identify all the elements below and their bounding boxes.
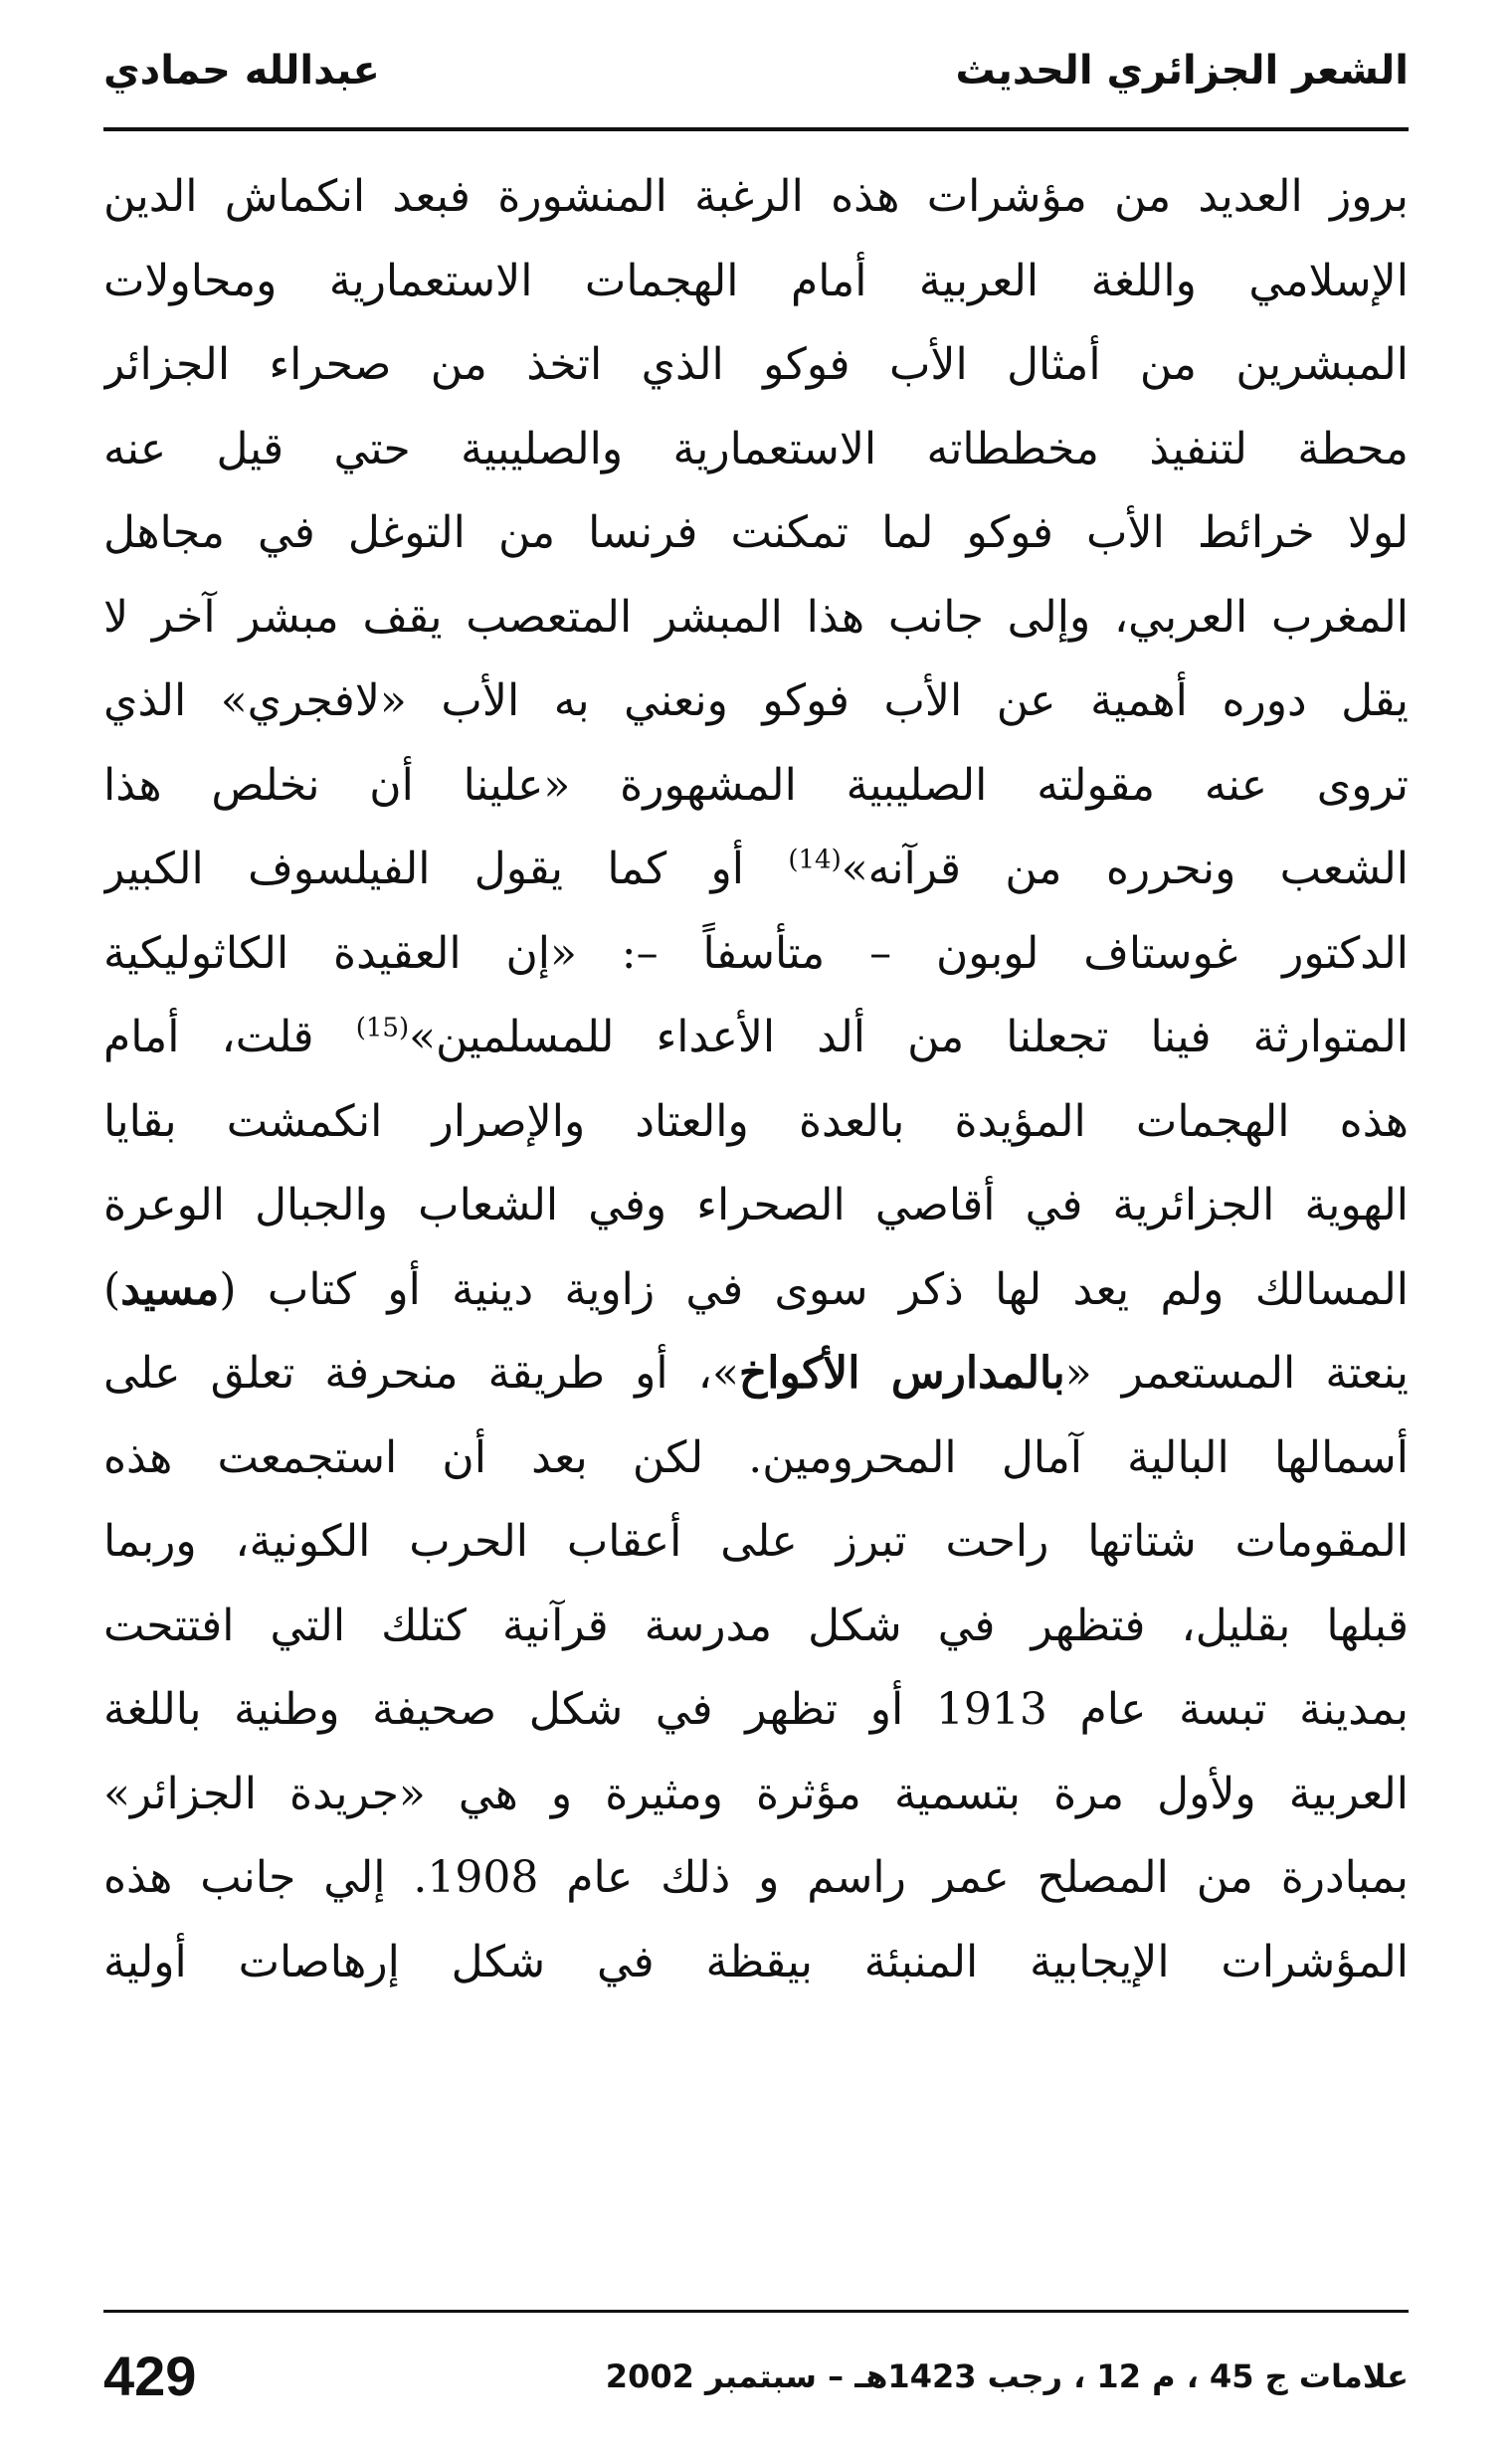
footnote-marker: (14) (788, 845, 842, 875)
text-line (103, 1332, 1409, 1416)
text-line (103, 1248, 1409, 1333)
footer-rule (103, 2310, 1409, 2313)
text-line: أسمالها البالية آمال المحرومين. لكن بعد أن استجمعت هذه (103, 1431, 1409, 1483)
running-title: الشعر الجزائري الحديث (955, 48, 1409, 94)
journal-citation: علامات ج 45 ، م 12 ، رجب 1423هـ – سبتمبر 2002 (605, 2357, 1409, 2395)
bold-term: بالمدارس الأكواخ (738, 1348, 1065, 1399)
text-line: لولا خرائط الأب فوكو لما تمكنت فرنسا من التوغل في مجاهل (103, 507, 1409, 558)
text-segment: ) (103, 1263, 121, 1315)
text-segment: »، أو طريقة منحرفة تعلق على (103, 1348, 739, 1399)
text-line: الدكتور غوستاف لوبون – متأسفاً –: «إن العقيدة الكاثوليكية (103, 927, 1409, 979)
text-line: محطة لتنفيذ مخططاته الاستعمارية والصليبية حتي قيل عنه (103, 423, 1409, 474)
text-segment: المتوارثة فينا تجعلنا من ألد الأعداء للمسلمين» (409, 1012, 1409, 1062)
text-line: بمبادرة من المصلح عمر راسم و ذلك عام 1908. إلي جانب هذه (103, 1852, 1409, 1903)
header-rule (103, 127, 1409, 131)
text-segment: الشعب ونحرره من قرآنه» (841, 844, 1409, 894)
text-line: يقل دوره أهمية عن الأب فوكو ونعني به الأب «لافجري» الذي (103, 675, 1409, 726)
text-line: المبشرين من أمثال الأب فوكو الذي اتخذ من صحراء الجزائر (103, 339, 1409, 390)
text-line: المغرب العربي، وإلى جانب هذا المبشر المتعصب يقف مبشر آخر لا (103, 591, 1409, 643)
text-line (103, 828, 1409, 912)
text-line: المقومات شتاتها راحت تبرز على أعقاب الحرب الكونية، وربما (103, 1516, 1409, 1567)
text-line: تروى عنه مقولته الصليبية المشهورة «علينا أن نخلص هذا (103, 759, 1409, 811)
running-author: عبدالله حمادي (103, 48, 380, 94)
text-line: المؤشرات الإيجابية المنبئة بيقظة في شكل إرهاصات أولية (103, 1936, 1409, 1987)
text-segment: أو كما يقول الفيلسوف الكبير (103, 844, 744, 894)
text-line (103, 996, 1409, 1080)
body-text (103, 155, 1409, 2004)
text-segment: قلت، أمام (103, 1012, 314, 1062)
text-line: هذه الهجمات المؤيدة بالعدة والعتاد والإصرار انكمشت بقايا (103, 1095, 1409, 1147)
text-line: بروز العديد من مؤشرات هذه الرغبة المنشورة فبعد انكماش الدين (103, 171, 1409, 222)
text-line: العربية ولأول مرة بتسمية مؤثرة ومثيرة و هي «جريدة الجزائر» (103, 1768, 1409, 1819)
text-line: بمدينة تبسة عام 1913 أو تظهر في شكل صحيفة وطنية باللغة (103, 1684, 1409, 1735)
text-line: الإسلامي واللغة العربية أمام الهجمات الاستعمارية ومحاولات (103, 255, 1409, 306)
page-number: 429 (103, 2345, 197, 2407)
bold-term: مسيد (120, 1263, 220, 1315)
text-line: الهوية الجزائرية في أقاصي الصحراء وفي الشعاب والجبال الوعرة (103, 1180, 1409, 1230)
text-line: قبلها بقليل، فتظهر في شكل مدرسة قرآنية كتلك التي افتتحت (103, 1600, 1409, 1651)
footnote-marker: (15) (355, 1013, 410, 1043)
text-segment: ينعتة المستعمر « (1064, 1348, 1409, 1399)
text-segment: المسالك ولم يعد لها ذكر سوى في زاوية دينية أو كتاب ( (219, 1263, 1409, 1315)
